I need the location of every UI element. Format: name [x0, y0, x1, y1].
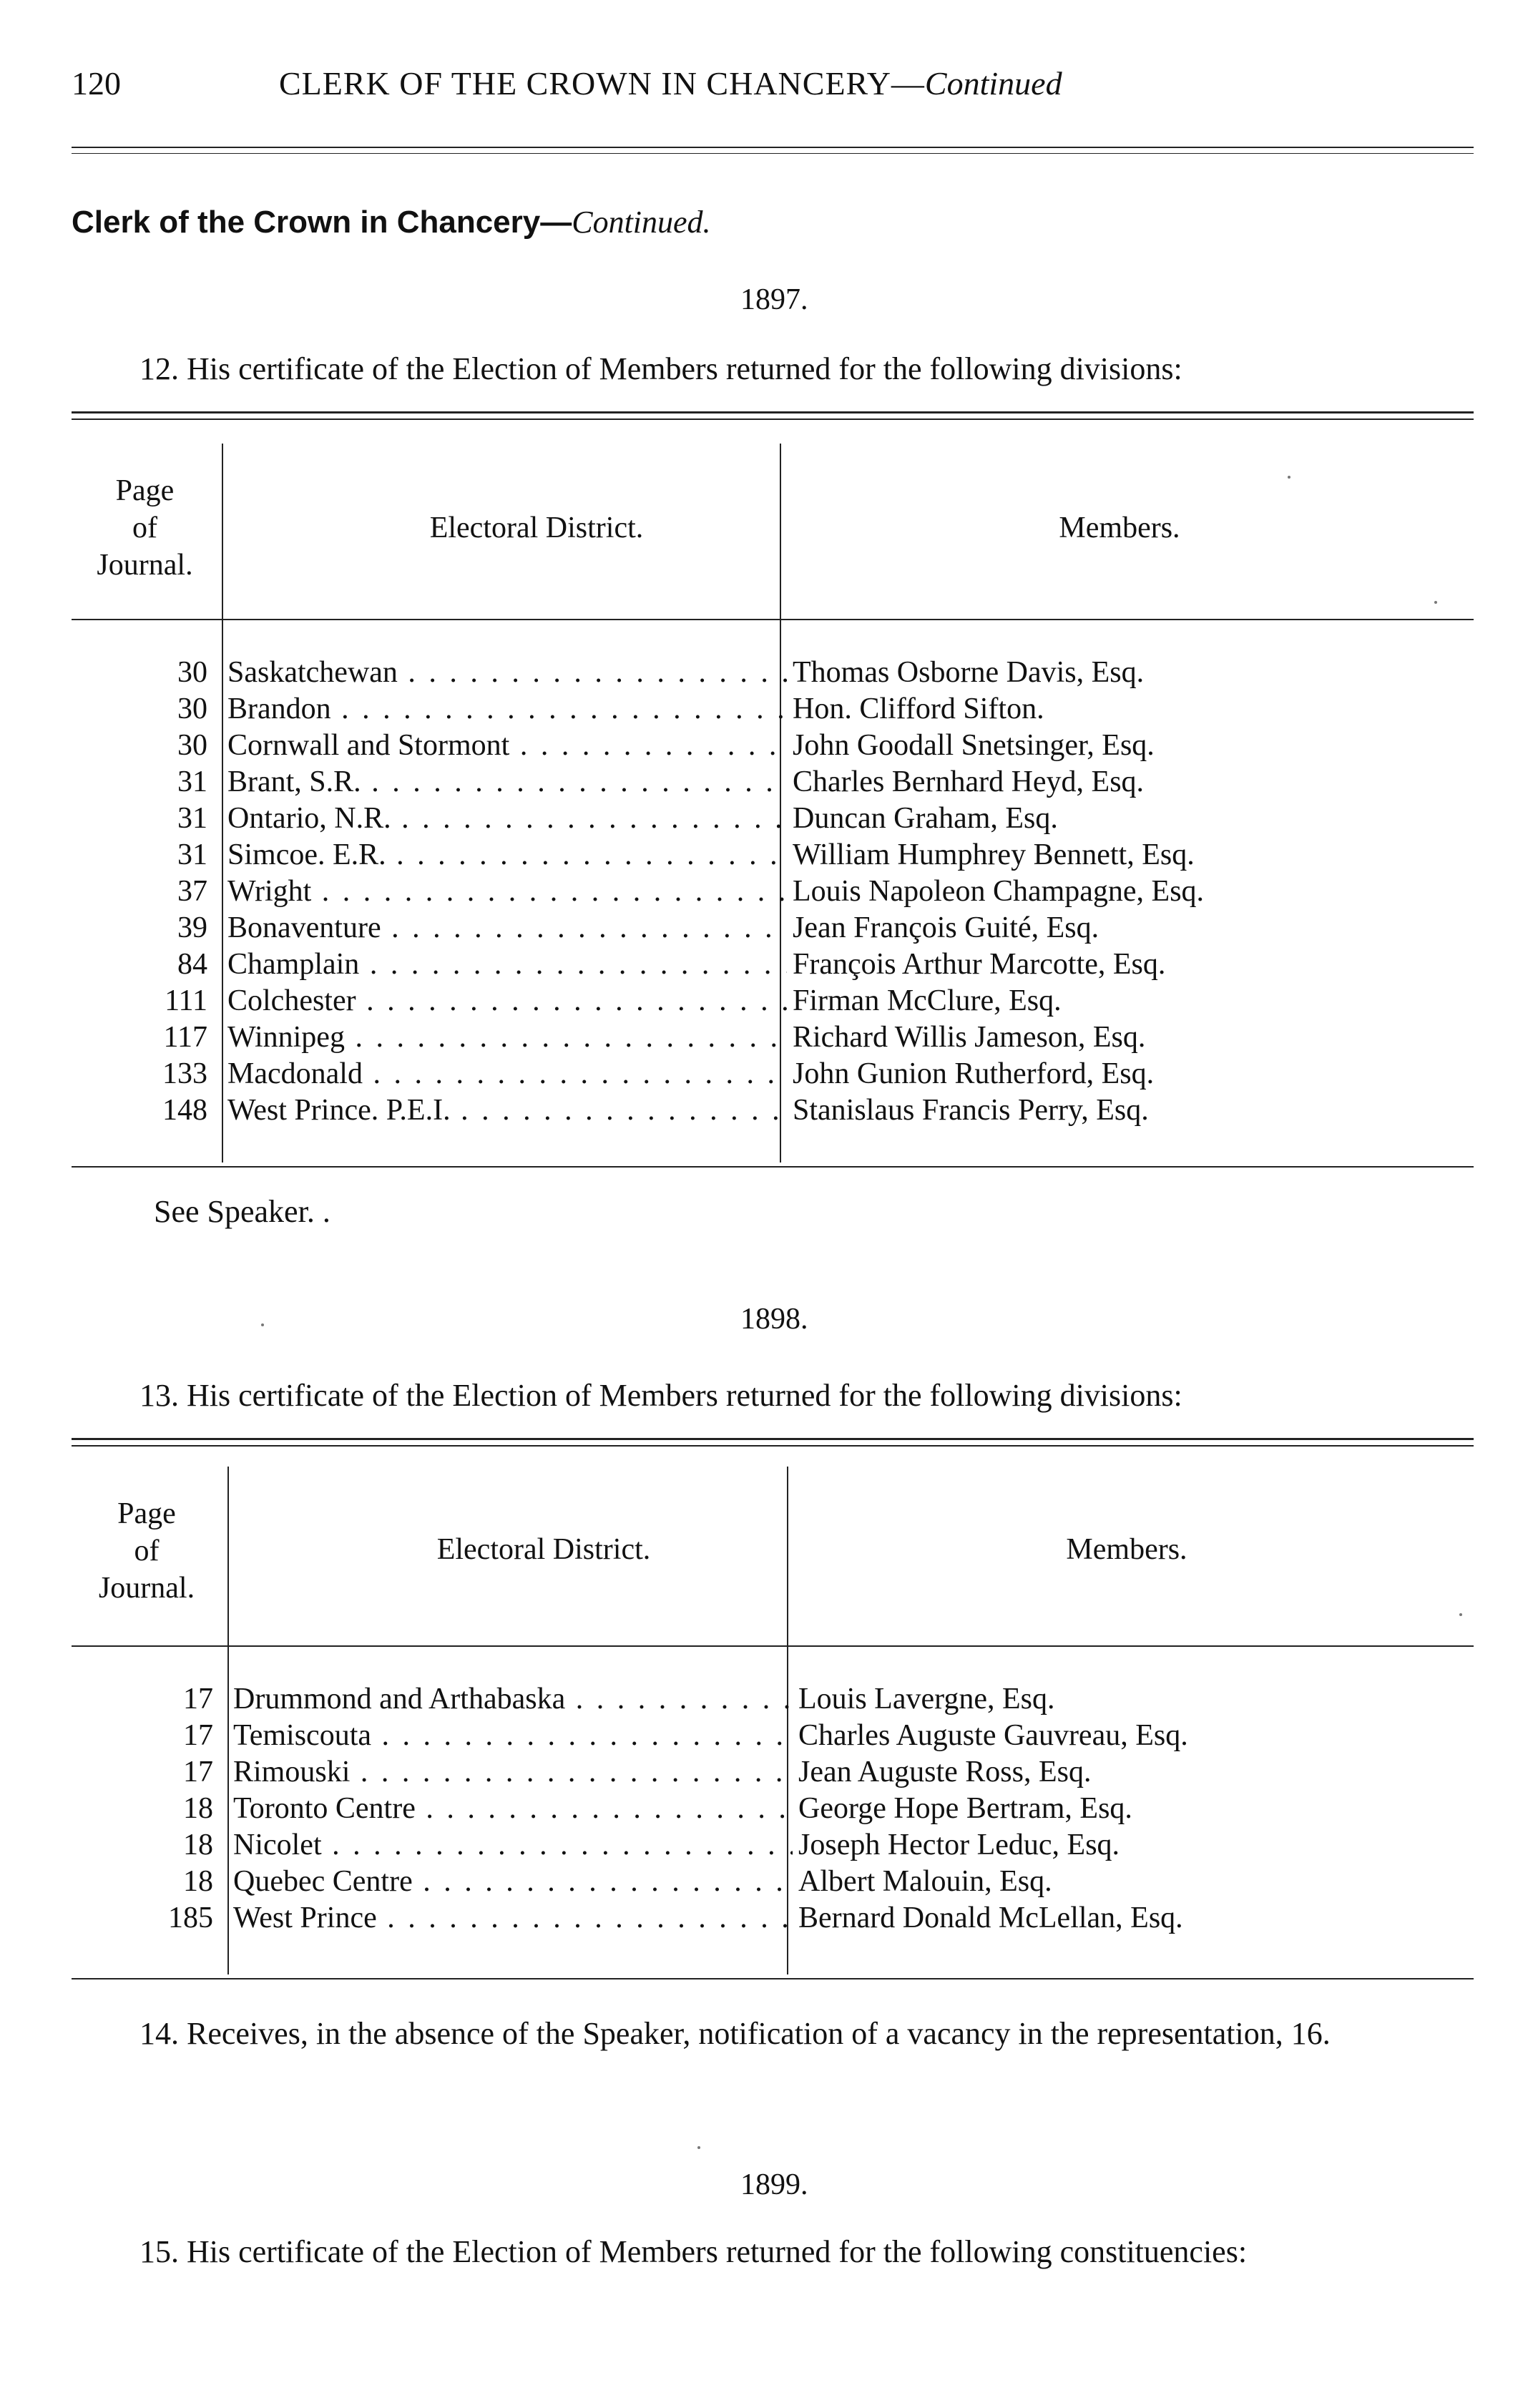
electoral-district: Cornwall and Stormont . . . — [227, 728, 836, 764]
item-14: 14. Receives, in the absence of the Speaker, notification of a vacancy in the representation, 16. — [139, 2016, 1331, 2051]
table-row — [77, 1864, 1474, 1900]
member-name: Charles Auguste Gauvreau, Esq. — [793, 1718, 1188, 1754]
year-1898: 1898. — [740, 1303, 808, 1336]
running-head-title: CLERK OF THE CROWN IN CHANCERY—Continued — [279, 65, 1062, 102]
item-15: 15. His certificate of the Election of Members returned for the following constituencies: — [139, 2234, 1248, 2269]
page-of-journal: 17 — [183, 1719, 213, 1752]
table-row — [72, 1056, 1474, 1092]
electoral-district: Brant, S.R. . . . — [227, 764, 836, 801]
member-name: William Humphrey Bennett, Esq. — [787, 837, 1195, 873]
page-of-journal: 133 — [162, 1057, 207, 1090]
page-of-journal: 17 — [183, 1756, 213, 1788]
column-header-page: Page of Journal. — [97, 474, 193, 582]
member-name: Jean François Guité, Esq. — [787, 910, 1099, 946]
table-row — [72, 873, 1474, 910]
table-1897 — [72, 411, 1474, 1166]
member-name: George Hope Bertram, Esq. — [793, 1791, 1132, 1827]
page-of-journal: 18 — [183, 1829, 213, 1861]
column-header-district: Electoral District. — [429, 512, 644, 544]
print-speck — [697, 2146, 700, 2149]
electoral-district: Brandon . . . — [227, 691, 836, 728]
page-of-journal: 30 — [177, 656, 207, 689]
member-name: Albert Malouin, Esq. — [793, 1864, 1052, 1900]
page-of-journal: 39 — [177, 911, 207, 944]
table-row — [72, 728, 1474, 764]
member-name: Charles Bernhard Heyd, Esq. — [787, 764, 1144, 801]
page-of-journal: 31 — [177, 838, 207, 871]
page-of-journal: 18 — [183, 1792, 213, 1825]
electoral-district: Quebec Centre . . . — [233, 1864, 841, 1900]
table-row — [72, 946, 1474, 983]
table-row — [72, 1092, 1474, 1129]
member-name: François Arthur Marcotte, Esq. — [787, 946, 1165, 983]
running-head — [72, 64, 1474, 107]
member-name: Duncan Graham, Esq. — [787, 801, 1058, 837]
electoral-district: Rimouski . . . — [233, 1754, 841, 1791]
member-name: Joseph Hector Leduc, Esq. — [793, 1827, 1120, 1864]
member-name: Thomas Osborne Davis, Esq. — [787, 655, 1144, 691]
member-name: Jean Auguste Ross, Esq. — [793, 1754, 1092, 1791]
column-header-members: Members. — [1059, 512, 1180, 544]
electoral-district: Nicolet . . . — [233, 1827, 841, 1864]
page-of-journal: 148 — [162, 1094, 207, 1127]
print-speck — [1434, 601, 1437, 604]
member-name: Hon. Clifford Sifton. — [787, 691, 1044, 728]
table-row — [72, 764, 1474, 801]
page-of-journal: 30 — [177, 729, 207, 762]
member-name: Stanislaus Francis Perry, Esq. — [787, 1092, 1149, 1129]
page-of-journal: 18 — [183, 1865, 213, 1898]
table-row — [77, 1718, 1474, 1754]
table-row — [77, 1791, 1474, 1827]
column-header-district: Electoral District. — [436, 1533, 651, 1566]
table-row — [77, 1827, 1474, 1864]
column-header-page: Page of Journal. — [98, 1497, 195, 1605]
header-rule — [72, 147, 1474, 148]
page-number: 120 — [72, 65, 121, 102]
electoral-district: Champlain . . . — [227, 946, 836, 983]
electoral-district: West Prince . . . — [233, 1900, 841, 1937]
electoral-district: Macdonald . . . — [227, 1056, 836, 1092]
page-of-journal: 31 — [177, 802, 207, 835]
electoral-district: Drummond and Arthabaska . . . — [233, 1681, 841, 1718]
electoral-district: Colchester . . . — [227, 983, 836, 1019]
electoral-district: Wright . . . — [227, 873, 836, 910]
member-name: John Goodall Snetsinger, Esq. — [787, 728, 1155, 764]
electoral-district: Ontario, N.R. . . . — [227, 801, 836, 837]
member-name: Bernard Donald McLellan, Esq. — [793, 1900, 1183, 1937]
table-row — [72, 837, 1474, 873]
page-of-journal: 84 — [177, 948, 207, 981]
table-row — [77, 1754, 1474, 1791]
member-name: Richard Willis Jameson, Esq. — [787, 1019, 1145, 1056]
page-of-journal: 30 — [177, 692, 207, 725]
page-of-journal: 111 — [165, 984, 207, 1017]
page-of-journal: 17 — [183, 1683, 213, 1716]
column-header-members: Members. — [1066, 1533, 1187, 1566]
header-rule-thin — [72, 153, 1474, 154]
electoral-district: Temiscouta . . . — [233, 1718, 841, 1754]
member-name: Louis Lavergne, Esq. — [793, 1681, 1054, 1718]
print-speck — [1459, 1613, 1462, 1616]
table-row — [72, 1019, 1474, 1056]
electoral-district: Saskatchewan . . . — [227, 655, 836, 691]
table-row — [77, 1681, 1474, 1718]
item-12: 12. His certificate of the Election of Members returned for the following divisions: — [139, 351, 1182, 386]
page-of-journal: 31 — [177, 765, 207, 798]
member-name: Louis Napoleon Champagne, Esq. — [787, 873, 1204, 910]
electoral-district: West Prince. P.E.I. . . . — [227, 1092, 836, 1129]
print-speck — [261, 1323, 264, 1326]
year-1899: 1899. — [740, 2168, 808, 2201]
section-heading: Clerk of the Crown in Chancery—Continued. — [72, 205, 711, 240]
print-speck — [1288, 476, 1290, 479]
see-speaker: See Speaker. . — [154, 1194, 330, 1229]
member-name: Firman McClure, Esq. — [787, 983, 1062, 1019]
table-body — [72, 655, 1474, 1129]
member-name: John Gunion Rutherford, Esq. — [787, 1056, 1154, 1092]
table-row — [77, 1900, 1474, 1937]
page-of-journal: 117 — [163, 1021, 207, 1054]
table-row — [72, 910, 1474, 946]
table-body — [77, 1681, 1474, 1937]
page-of-journal: 37 — [177, 875, 207, 908]
electoral-district: Simcoe. E.R. . . . — [227, 837, 836, 873]
electoral-district: Bonaventure . . . — [227, 910, 836, 946]
page-of-journal: 185 — [168, 1902, 213, 1934]
item-13: 13. His certificate of the Election of Members returned for the following divisions: — [139, 1378, 1182, 1413]
table-row — [72, 983, 1474, 1019]
electoral-district: Toronto Centre . . . — [233, 1791, 841, 1827]
table-row — [72, 801, 1474, 837]
table-1898 — [72, 1438, 1474, 1978]
electoral-district: Winnipeg . . . — [227, 1019, 836, 1056]
year-1897: 1897. — [740, 283, 808, 316]
table-row — [72, 691, 1474, 728]
table-row — [72, 655, 1474, 691]
